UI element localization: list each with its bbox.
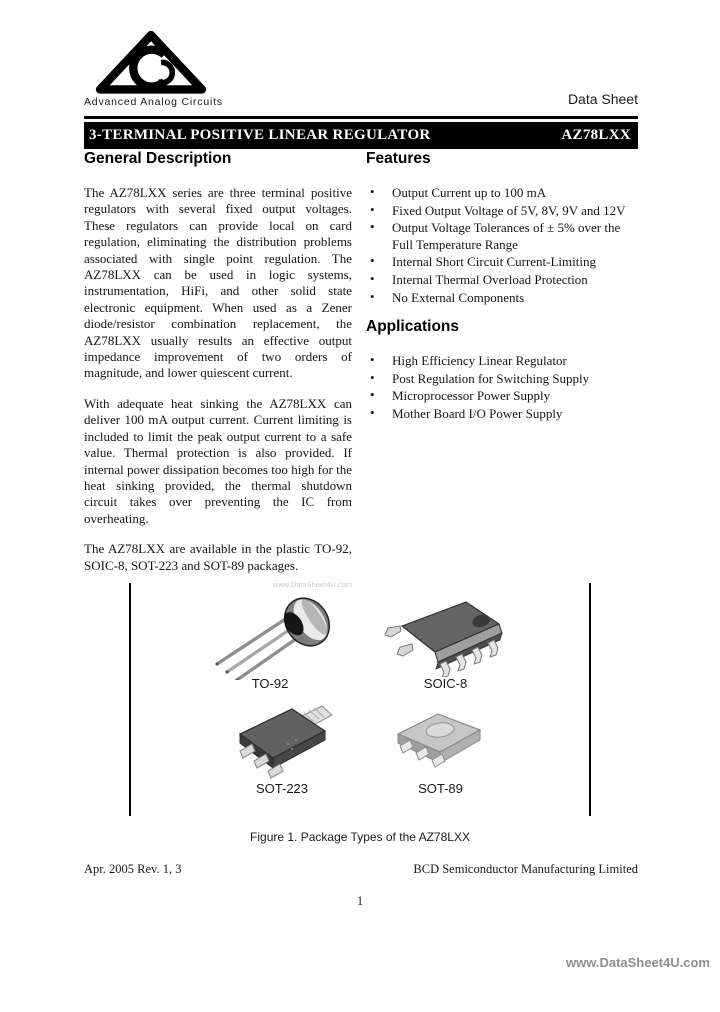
watermark-text: www.DataSheet4U.com <box>565 955 710 970</box>
features-applications-section <box>366 150 638 435</box>
applications-list <box>366 353 638 422</box>
header-rule <box>84 116 638 119</box>
feature-item: • Internal Short Circuit Current-Limiting <box>366 254 638 271</box>
footer-company-name: BCD Semiconductor Manufacturing Limited <box>413 862 638 876</box>
package-label-to92: TO-92 <box>251 676 289 691</box>
features-heading: Features <box>366 150 431 167</box>
feature-item: • Internal Thermal Overload Protection <box>366 272 638 289</box>
package-label-soic8: SOIC-8 <box>423 676 468 691</box>
description-paragraph: The AZ78LXX series are three terminal positive regulators with several fixed output voltages. These regulators can provide local on card regulation, eliminating the distribution problems associated with single point regulation. The AZ78LXX can be used in logic systems, instrumentation, HiFi, and other solid state electronic equipment. When used as a Zener diode/resistor combination replacement, the AZ78LXX usually results an effective output impedance improvement of two orders of magnitude, and lower quiescent current. <box>84 185 352 381</box>
feature-item: • Output Current up to 100 mA <box>366 185 638 202</box>
footer-date-revision: Apr. 2005 Rev. 1, 3 <box>84 862 182 876</box>
title-bar <box>84 122 638 149</box>
part-number: AZ78LXX <box>561 127 631 143</box>
feature-item: • No External Components <box>366 290 638 307</box>
general-description-section <box>84 150 352 589</box>
page-title: 3-TERMINAL POSITIVE LINEAR REGULATOR <box>89 127 431 143</box>
doc-type-label: Data Sheet <box>567 91 638 107</box>
application-item: • Post Regulation for Switching Supply <box>366 371 638 388</box>
advanced-analog-circuits-logo-icon <box>95 30 207 94</box>
application-item: • High Efficiency Linear Regulator <box>366 353 638 370</box>
description-paragraph: The AZ78LXX are available in the plastic TO-92, SOIC-8, SOT-223 and SOT-89 packages. <box>84 541 352 573</box>
description-paragraph: With adequate heat sinking the AZ78LXX can deliver 100 mA output current. Current limiting is included to limit the peak output current to a safe value. Thermal protection is also provided. If internal power dissipation becomes too high for the heat sinking provided, the thermal shutdown circuit takes over preventing the IC from overheating. <box>84 395 352 526</box>
applications-heading: Applications <box>366 318 460 336</box>
package-image-to92-icon <box>195 588 345 680</box>
features-list <box>366 185 638 306</box>
package-image-sot223-icon <box>222 700 337 782</box>
general-description-heading: General Description <box>84 150 232 167</box>
application-item: • Mother Board I/O Power Supply <box>366 406 638 423</box>
figure-caption: Figure 1. Package Types of the AZ78LXX <box>250 830 470 844</box>
application-item: • Microprocessor Power Supply <box>366 388 638 405</box>
package-label-sot223: SOT-223 <box>255 781 309 796</box>
package-image-sot89-icon <box>382 706 497 781</box>
package-label-sot89: SOT-89 <box>418 781 463 796</box>
feature-item: • Output Voltage Tolerances of ± 5% over the Full Temperature Range <box>366 220 638 253</box>
logo-caption: Advanced Analog Circuits <box>84 96 223 108</box>
watermark-text: www.DataSheet4U.com <box>272 579 352 589</box>
page-number: 1 <box>356 894 364 908</box>
feature-item: • Fixed Output Voltage of 5V, 8V, 9V and 12V <box>366 203 638 220</box>
package-image-soic8-icon <box>378 592 513 677</box>
